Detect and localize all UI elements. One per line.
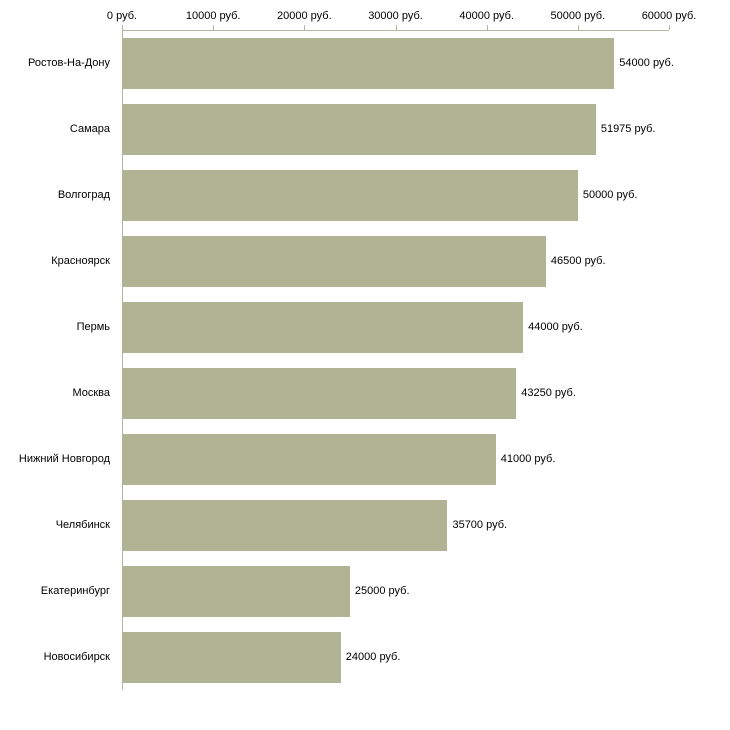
bar[interactable] [122,632,341,683]
bar-row [122,566,669,617]
bar[interactable] [122,302,523,353]
bar[interactable] [122,236,546,287]
bar[interactable] [122,368,516,419]
bar[interactable] [122,104,596,155]
category-label: Екатеринбург [40,585,110,597]
bar-row [122,434,669,485]
x-tick-label: 0 руб. [106,10,138,22]
bar-row [122,38,674,89]
bar-row [122,368,669,419]
bar-value-label: 51975 руб. [600,123,656,135]
bar-row [122,236,669,287]
bar-value-label: 54000 руб. [619,57,674,69]
category-label: Москва [72,387,110,399]
x-tick-label: 40000 руб. [459,10,514,22]
bar-value-label: 43250 руб. [521,387,576,399]
x-tick-label: 10000 руб. [185,10,241,22]
bar[interactable] [122,38,614,89]
bar[interactable] [122,170,578,221]
bar-row [122,632,669,683]
bar[interactable] [122,566,350,617]
plot-area [122,30,674,690]
category-label: Самара [69,123,110,135]
bar[interactable] [122,500,447,551]
category-label: Новосибирск [43,651,110,663]
category-label: Челябинск [55,519,110,531]
y-axis-category-labels [0,30,116,690]
bar-value-label: 24000 руб. [345,651,401,663]
category-label: Нижний Новгород [18,453,110,465]
x-tick-label: 60000 руб. [641,10,697,22]
bar-value-label: 41000 руб. [500,453,556,465]
bar-row [122,170,669,221]
bar-row [122,302,669,353]
bar-value-label: 46500 руб. [550,255,606,267]
bar-row [122,500,669,551]
category-label: Ростов-На-Дону [27,57,110,69]
category-label: Красноярск [51,255,110,267]
bar-value-label: 50000 руб. [582,189,638,201]
bar-value-label: 35700 руб. [452,519,508,531]
x-tick-label: 30000 руб. [368,10,423,22]
bar-row [122,104,669,155]
bar-value-label: 44000 руб. [528,321,583,333]
x-tick-label: 20000 руб. [277,10,332,22]
x-tick-mark [669,25,670,30]
bar[interactable] [122,434,496,485]
x-tick-label: 50000 руб. [550,10,606,22]
bar-value-label: 25000 руб. [354,585,410,597]
category-label: Волгоград [57,189,110,201]
category-label: Пермь [76,321,110,333]
